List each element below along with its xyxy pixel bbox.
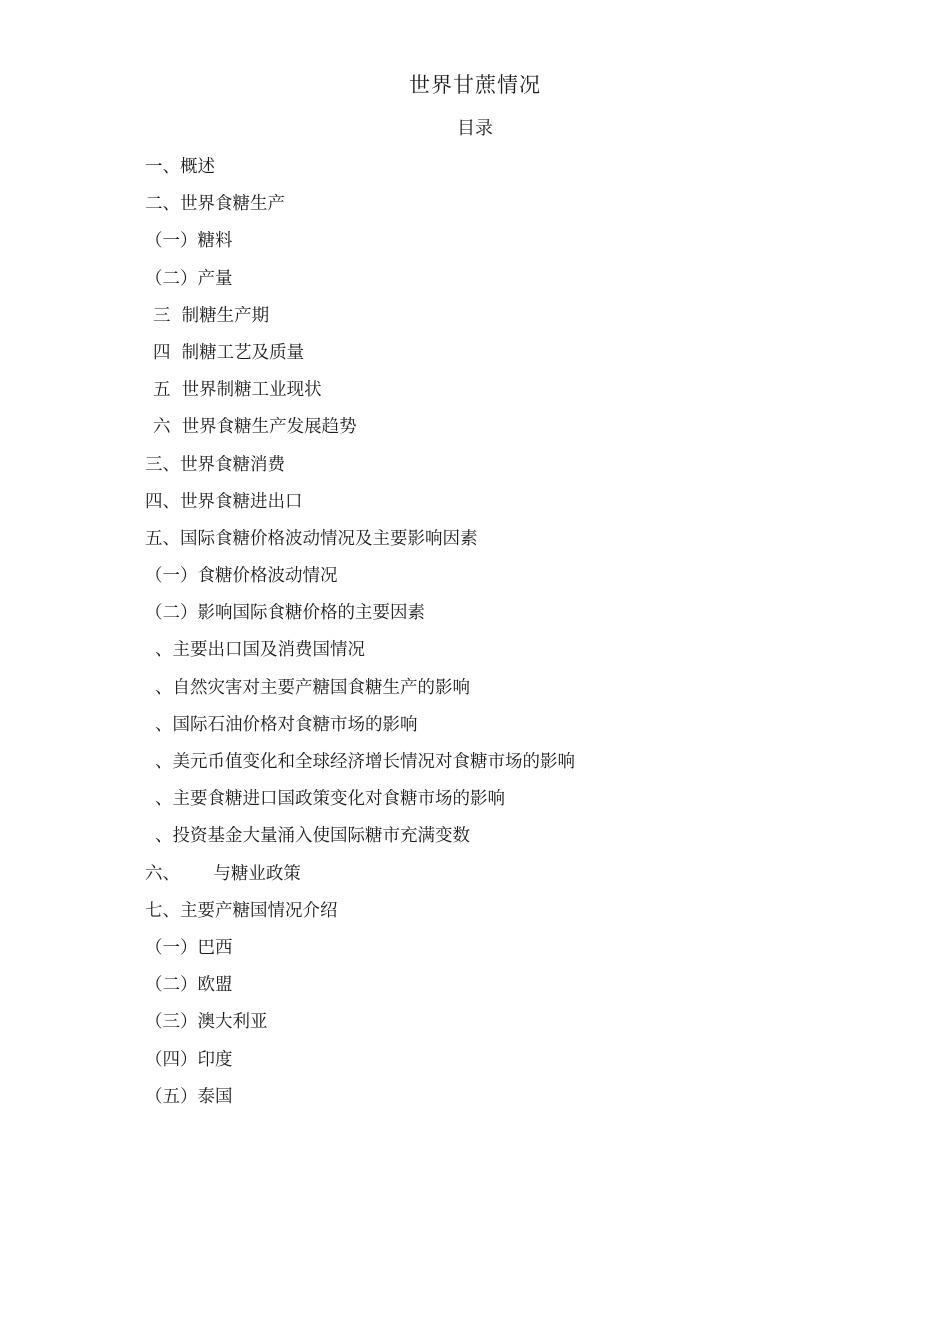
toc-item: （二）欧盟 <box>145 975 233 996</box>
toc-item: （三）澳大利亚 <box>145 1012 268 1033</box>
toc-item: （四）印度 <box>145 1049 233 1070</box>
toc-item: （二）影响国际食糖价格的主要因素 <box>145 603 425 624</box>
toc-item: 、美元币值变化和全球经济增长情况对食糖市场的影响 <box>155 752 575 772</box>
table-of-contents <box>0 152 950 1119</box>
toc-item: 五 世界制糖工业现状 <box>153 380 322 401</box>
toc-item: 、投资基金大量涌入使国际糖市充满变数 <box>155 826 470 847</box>
toc-item: 、主要出口国及消费国情况 <box>155 640 365 661</box>
toc-item: （二）产量 <box>145 268 233 289</box>
toc-item: 六 世界食糖生产发展趋势 <box>153 417 357 438</box>
toc-item: 四、世界食糖进出口 <box>145 491 303 512</box>
toc-heading: 目录 <box>457 118 493 139</box>
toc-item: （一）糖料 <box>145 231 233 252</box>
toc-item: 七、主要产糖国情况介绍 <box>145 900 338 921</box>
toc-item: 三、世界食糖消费 <box>145 454 285 475</box>
toc-item: （一）食糖价格波动情况 <box>145 566 338 587</box>
toc-item: 三 制糖生产期 <box>153 305 270 326</box>
toc-item: 五、国际食糖价格波动情况及主要影响因素 <box>145 528 478 549</box>
toc-item: （五）泰国 <box>145 1086 233 1107</box>
document-title: 世界甘蔗情况 <box>409 73 541 97</box>
toc-item: 二、世界食糖生产 <box>145 194 285 215</box>
toc-item: 四 制糖工艺及质量 <box>153 342 305 363</box>
toc-item: （一）巴西 <box>145 937 233 958</box>
toc-item: 六、 与糖业政策 <box>145 863 301 884</box>
toc-item: 、国际石油价格对食糖市场的影响 <box>155 714 418 735</box>
toc-item: 、自然灾害对主要产糖国食糖生产的影响 <box>155 677 470 698</box>
toc-item: 一、概述 <box>145 157 215 177</box>
toc-item: 、主要食糖进口国政策变化对食糖市场的影响 <box>155 789 505 810</box>
